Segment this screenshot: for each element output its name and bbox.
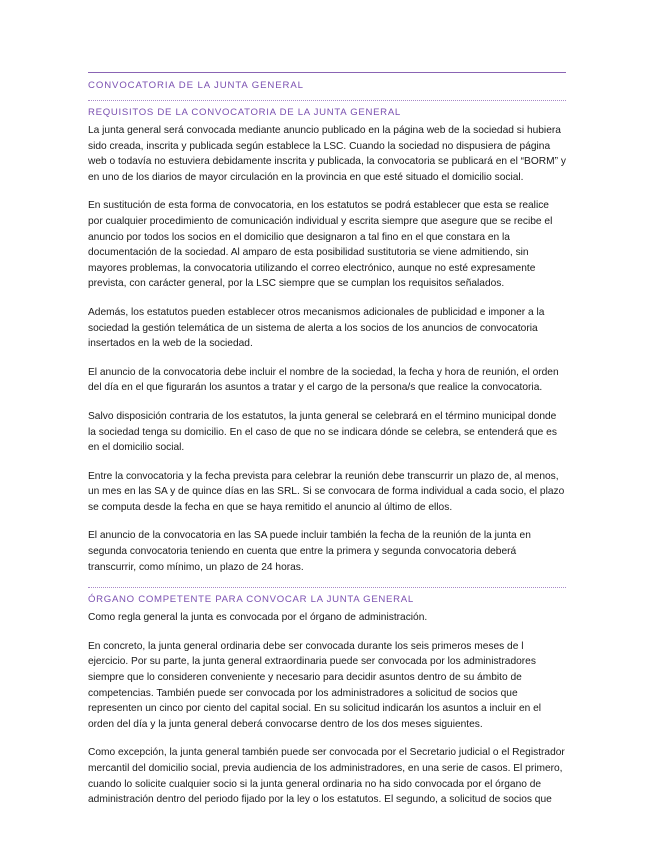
section-1-paragraph-4: El anuncio de la convocatoria debe incluir el nombre de la sociedad, la fecha y hora de reunión, el orden del día en el que figurarán los asuntos a tratar y el cargo de la persona/s que realice la convocatoria. — [88, 366, 559, 394]
section-2-heading: ÓRGANO COMPETENTE PARA CONVOCAR LA JUNTA GENERAL — [88, 594, 414, 606]
section-1-paragraph-5: Salvo disposición contraria de los estatutos, la junta general se celebrará en el término municipal donde la sociedad tenga su domicilio. En el caso de que no se indicara dónde se celebra, se entenderá que es en el domicilio social. — [88, 410, 557, 454]
section-1-paragraph-1: La junta general será convocada mediante anuncio publicado en la página web de la sociedad si hubiera sido creada, inscrita y publicada según establece la LSC. Cuando la sociedad no dispusiera de página web o todavía no estuviera debidamente inscrita y publicada, la convocatoria se publicará en el “BORM” y en uno de los diarios de mayor circulación en la provincia en que esté situado el domicilio social. — [88, 125, 566, 183]
section-1-rule — [88, 100, 566, 101]
section-2-paragraph-1: Como regla general la junta es convocada por el órgano de administración. — [88, 612, 428, 624]
section-1-paragraph-2: En sustitución de esta forma de convocatoria, en los estatutos se podrá establecer que esta se realice por cualquier procedimiento de comunicación individual y escrita siempre que asegure que se recibe el anuncio por todos los socios en el domicilio que designaron a tal fino en el que constara en la documentación de la sociedad. Al amparo de esta posibilidad sustitutoria se viene admitiendo, sin mayores problemas, la convocatoria utilizando el correo electrónico, aunque no esté expresamente prevista, con carácter general, por la LSC siempre que se cumplan los requisitos señalados. — [88, 200, 553, 290]
document-content — [88, 72, 566, 821]
section-1-paragraph-6: Entre la convocatoria y la fecha prevista para celebrar la reunión debe transcurrir un plazo de, al menos, un mes en las SA y de quince días en las SRL. Si se convocara de forma individual a cada socio, el plazo se computa desde la fecha en que se haya remitido el anuncio al último de ellos. — [88, 470, 565, 513]
section-2-rule — [88, 587, 566, 588]
document-title: CONVOCATORIA DE LA JUNTA GENERAL — [88, 80, 304, 91]
section-1-heading: REQUISITOS DE LA CONVOCATORIA DE LA JUNTA GENERAL — [88, 107, 401, 118]
title-top-rule — [88, 72, 566, 73]
section-2-paragraph-3: Como excepción, la junta general también puede ser convocada por el Secretario judicial o el Registrador mercantil del domicilio social, previa audiencia de los administradores, en una serie de casos. El primero, cuando lo solicite cualquier socio si la junta general ordinaria no ha sido convocada por el órgano de administración dentro del periodo fijado por la ley o los estatutos. El segundo, a solicitud de socios que — [88, 747, 565, 806]
section-2-paragraph-2: En concreto, la junta general ordinaria debe ser convocada durante los seis primeros meses de l ejercicio. Por su parte, la junta general extraordinaria puede ser convocada por los administradores siempre que lo consideren conveniente y necesario para decidir asuntos dentro de su ámbito de competencias. También puede ser convocada por los administradores a solicitud de socios que representen un cinco por ciento del capital social. En su solicitud indicarán los asuntos a incluir en el orden del día y la junta general deberá convocarse dentro de los dos meses siguientes. — [88, 640, 542, 730]
section-1-paragraph-7: El anuncio de la convocatoria en las SA puede incluir también la fecha de la reunión de la junta en segunda convocatoria teniendo en cuenta que entre la primera y segunda convocatoria deberá transcurrir, como mínimo, un plazo de 24 horas. — [88, 530, 531, 573]
section-1-paragraph-3: Además, los estatutos pueden establecer otros mecanismos adicionales de publicidad e imponer a la sociedad la gestión telemática de un sistema de alerta a los socios de los anuncios de convocatoria insertados en la web de la sociedad. — [88, 306, 545, 350]
